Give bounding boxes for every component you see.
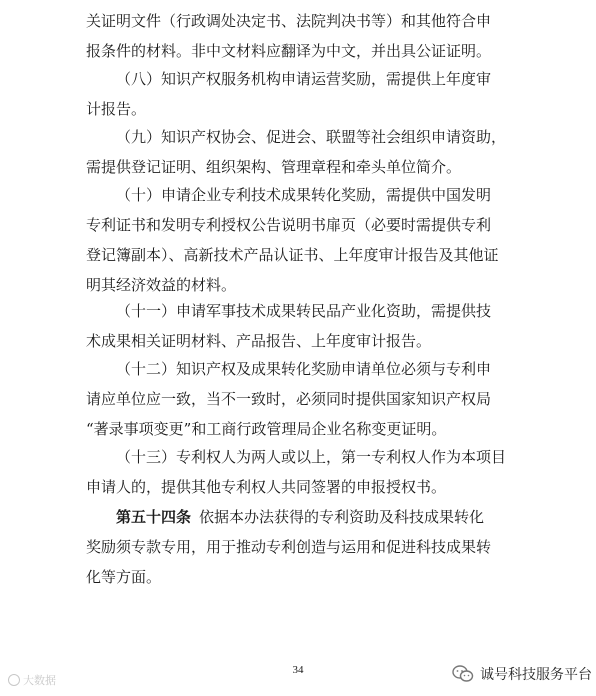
article-heading: 第五十四条 (116, 508, 192, 526)
text-line: （十二）知识产权及成果转化奖励申请单位必须与专利申 (116, 360, 492, 378)
text-line: 关证明文件（行政调处决定书、法院判决书等）和其他符合申 (86, 12, 492, 30)
text-line: （十）申请企业专利技术成果转化奖励，需提供中国发明 (116, 186, 492, 204)
article-text: 依据本办法获得的专利资助及科技成果转化 (199, 508, 485, 526)
page-number: 34 (292, 664, 304, 676)
text-line: （十三）专利权人为两人或以上，第一专利权人作为本项目 (116, 448, 507, 466)
text-line: （九）知识产权协会、促进会、联盟等社会组织申请资助， (116, 128, 507, 146)
article-54 (86, 502, 516, 592)
text-line: 化等方面。 (86, 568, 162, 586)
text-line (86, 502, 516, 532)
text-line: 报条件的材料。非中文材料应翻译为中文，并出具公证证明。 (86, 42, 492, 60)
text-line: （八）知识产权服务机构申请运营奖励，需提供上年度审 (116, 70, 492, 88)
text-line: 请应单位应一致，当不一致时，必须同时提供国家知识产权局 (86, 390, 492, 408)
paragraph-item-12 (86, 354, 516, 444)
text-line: 专利证书和发明专利授权公告说明书扉页（必要时需提供专利 (86, 216, 492, 234)
paragraph-item-10 (86, 180, 516, 300)
text-line: 明其经济效益的材料。 (86, 276, 237, 294)
text-line: 申请人的，提供其他专利权人共同签署的申报授权书。 (86, 478, 447, 496)
watermark-left (8, 672, 56, 688)
text-line: 计报告。 (86, 100, 147, 118)
text-line: 登记簿副本）、高新技术产品认证书、上年度审计报告及其他证 (86, 246, 499, 264)
paragraph-item-13 (86, 442, 516, 502)
paragraph-continuation (86, 6, 516, 66)
text-line: 术成果相关证明材料、产品报告、上年度审计报告。 (86, 332, 432, 350)
watermark-right (452, 664, 592, 684)
text-line: 奖励须专款专用，用于推动专利创造与运用和促进科技成果转 (86, 538, 492, 556)
text-line: 需提供登记证明、组织架构、管理章程和牵头单位简介。 (86, 158, 462, 176)
watermark-logo-icon (8, 674, 20, 686)
paragraph-item-11 (86, 296, 516, 356)
text-line: “著录事项变更”和工商行政管理局企业名称变更证明。 (86, 420, 447, 438)
paragraph-item-9 (86, 122, 516, 182)
wechat-icon (452, 665, 474, 683)
watermark-left-text: 大数据 (23, 674, 56, 687)
text-line: （十一）申请军事技术成果转民品产业化资助，需提供技 (116, 302, 492, 320)
watermark-right-text: 诚号科技服务平台 (480, 667, 592, 683)
paragraph-item-8 (86, 64, 516, 124)
